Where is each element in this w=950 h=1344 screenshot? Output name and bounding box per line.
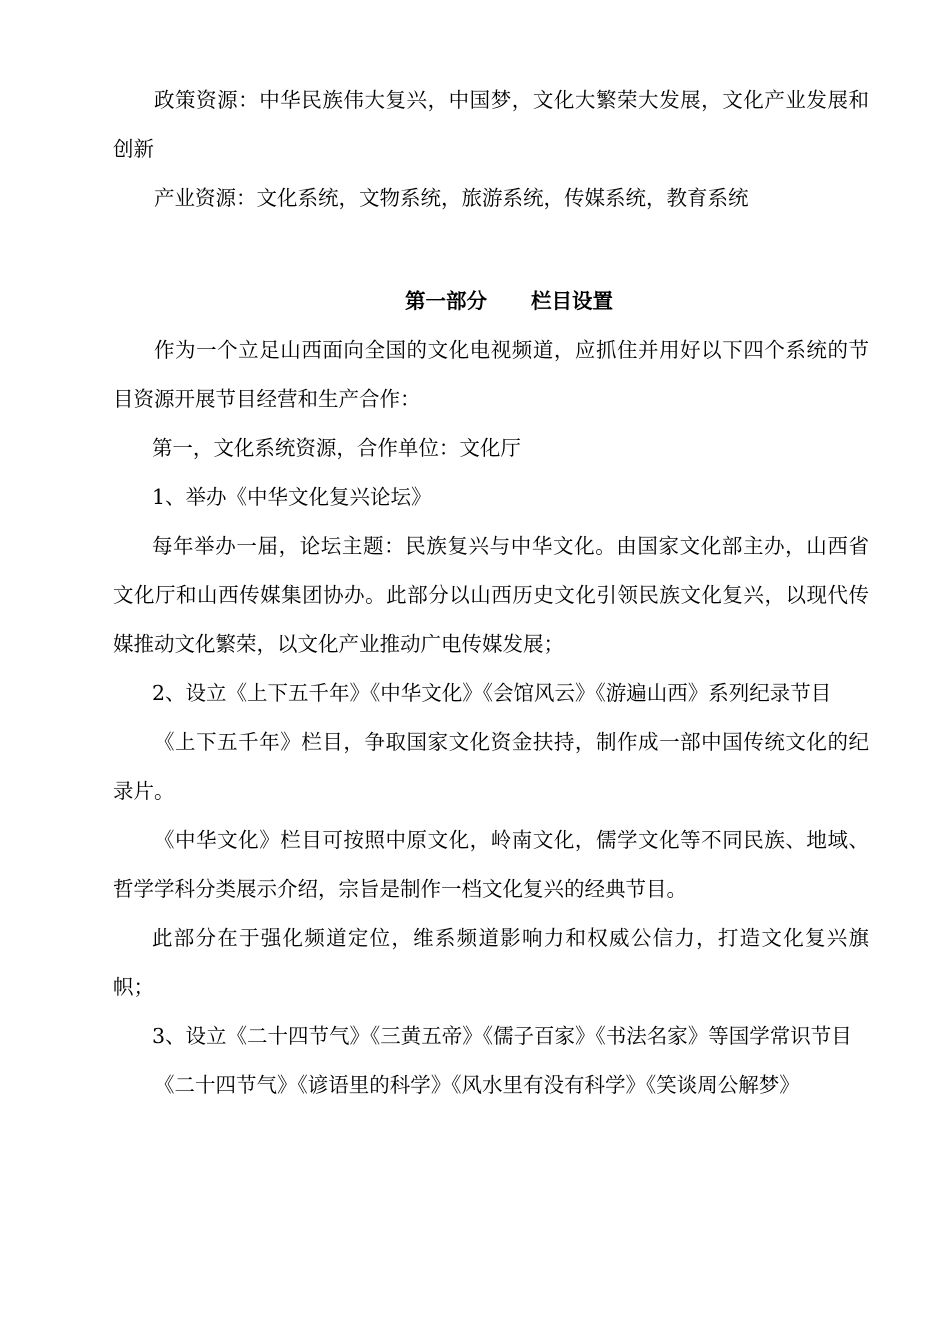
document-body [113,76,869,1110]
paragraph-item-1: 1、举办《中华文化复兴论坛》 [151,485,432,509]
paragraph-policy-resources: 政策资源：中华民族伟大复兴，中国梦，文化大繁荣大发展，文化产业发展和创新 [113,88,869,161]
section-title: 栏目设置 [531,289,613,313]
paragraph-forum-description: 每年举办一届，论坛主题：民族复兴与中华文化。由国家文化部主办，山西省文化厅和山西传媒集团协办。此部分以山西历史文化引领民族文化复兴，以现代传媒推动文化繁荣，以文化产业推动广电传媒发展； [113,534,869,656]
section-spacer [113,223,869,277]
paragraph-industry-resources: 产业资源：文化系统，文物系统，旅游系统，传媒系统，教育系统 [154,186,749,210]
paragraph-first-system: 第一，文化系统资源，合作单位：文化厅 [151,436,521,460]
paragraph-program-list: 《二十四节气》《谚语里的科学》《风水里有没有科学》《笑谈周公解梦》 [154,1073,800,1097]
paragraph-item-3: 3、设立《二十四节气》《三黄五帝》《儒子百家》《书法名家》等国学常识节目 [151,1024,852,1048]
paragraph-chinese-culture: 《中华文化》栏目可按照中原文化，岭南文化，儒学文化等不同民族、地域、哲学学科分类展示介绍，宗旨是制作一档文化复兴的经典节目。 [113,828,869,901]
paragraph-item-2: 2、设立《上下五千年》《中华文化》《会馆风云》《游遍山西》系列纪录节目 [151,681,832,705]
paragraph-intro: 作为一个立足山西面向全国的文化电视频道，应抓住并用好以下四个系统的节目资源开展节目经营和生产合作： [113,338,869,411]
section-heading [113,277,869,326]
paragraph-five-thousand-years: 《上下五千年》栏目，争取国家文化资金扶持，制作成一部中国传统文化的纪录片。 [113,730,869,803]
section-part-label: 第一部分 [405,289,487,313]
paragraph-positioning: 此部分在于强化频道定位，维系频道影响力和权威公信力，打造文化复兴旗帜； [113,926,869,999]
